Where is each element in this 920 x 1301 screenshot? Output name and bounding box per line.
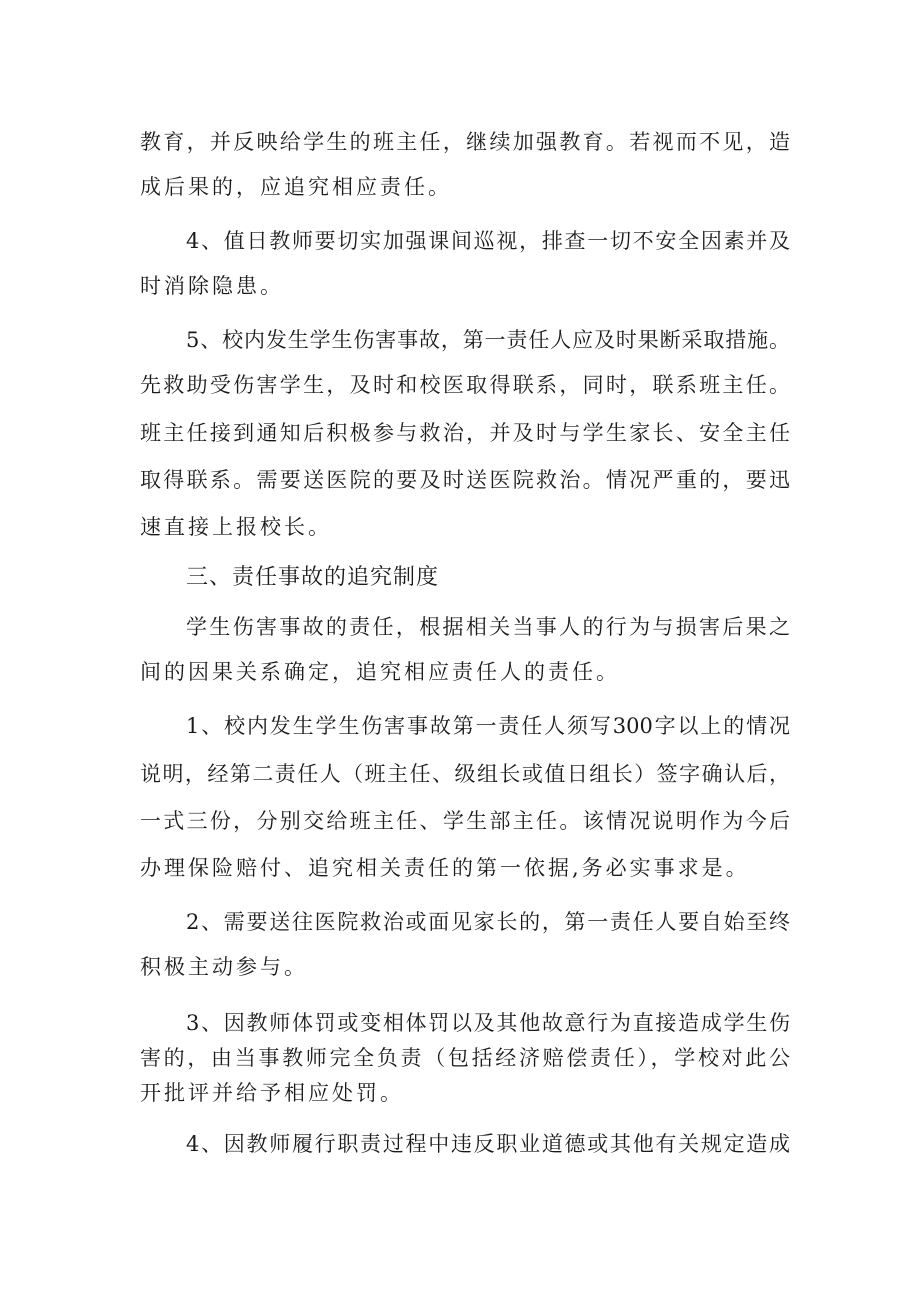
text-line: 害的，由当事教师完全负责（包括经济赔偿责任），学校对此公 — [140, 1046, 790, 1070]
text-line: 取得联系。需要送医院的要及时送医院救治。情况严重的，要迅 — [140, 468, 790, 492]
text-line: 1、校内发生学生伤害事故第一责任人须写300字以上的情况 — [186, 714, 790, 738]
text-line: 开批评并给予相应处罚。 — [140, 1081, 404, 1105]
text-line: 说明，经第二责任人（班主任、级组长或值日组长）签字确认后， — [140, 762, 790, 786]
text-line: 时消除隐患。 — [140, 274, 284, 298]
text-line: 3、因教师体罚或变相体罚以及其他故意行为直接造成学生伤 — [186, 1011, 790, 1035]
text-line: 学生伤害事故的责任，根据相关当事人的行为与损害后果之 — [186, 615, 790, 639]
text-line: 5、校内发生学生伤害事故，第一责任人应及时果断采取措施。 — [186, 328, 790, 352]
text-line: 班主任接到通知后积极参与救治，并及时与学生家长、安全主任 — [140, 421, 790, 445]
text-line: 先救助受伤害学生，及时和校医取得联系，同时，联系班主任。 — [140, 373, 790, 397]
text-line: 一式三份，分别交给班主任、学生部主任。该情况说明作为今后 — [140, 809, 790, 833]
text-line: 办理保险赔付、追究相关责任的第一依据,务必实事求是。 — [140, 856, 750, 880]
text-line: 积极主动参与。 — [140, 955, 308, 979]
text-line: 2、需要送往医院救治或面见家长的，第一责任人要自始至终 — [186, 910, 790, 934]
section-heading: 三、责任事故的追究制度 — [186, 565, 440, 590]
text-line: 间的因果关系确定，追究相应责任人的责任。 — [140, 660, 620, 684]
text-line: 教育，并反映给学生的班主任，继续加强教育。若视而不见，造 — [140, 130, 790, 154]
text-line: 速直接上报校长。 — [140, 515, 332, 539]
text-line: 成后果的，应追究相应责任。 — [140, 175, 452, 199]
text-line: 4、因教师履行职责过程中违反职业道德或其他有关规定造成 — [186, 1132, 790, 1156]
text-line: 4、值日教师要切实加强课间巡视，排查一切不安全因素并及 — [186, 229, 790, 253]
